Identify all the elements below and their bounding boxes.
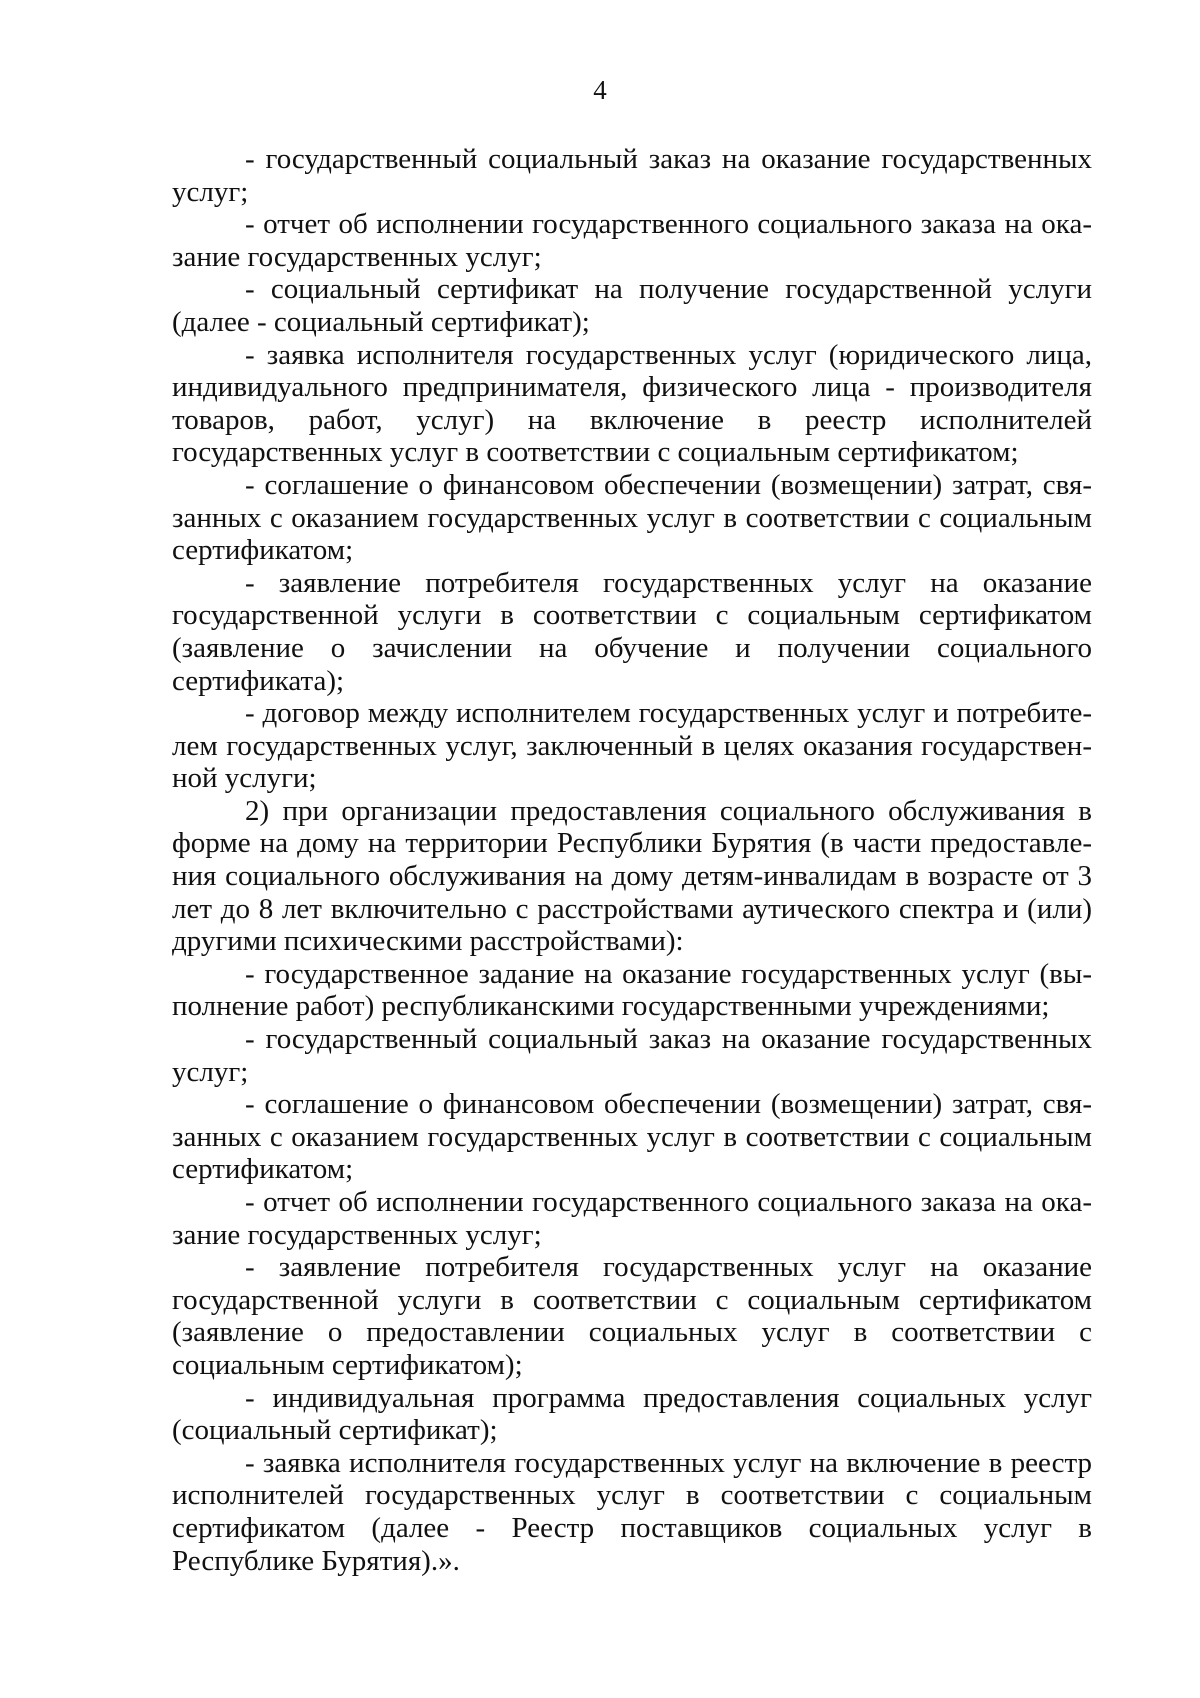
paragraph-provider-registry: - заявка исполнителя государственных услуг на включение в реестр исполнителей государственных услуг в соответствии с социальным сертификатом (далее - Реестр поставщиков социальных услуг в Республике Бурятия).». (172, 1446, 1092, 1577)
paragraph-social-order: - государственный социальный заказ на оказание государственных услуг; (172, 143, 1092, 208)
paragraph-order-report-2: - отчет об исполнении государственного социального заказа на оказание государственных услуг; (172, 1186, 1092, 1251)
paragraph-social-certificate: - социальный сертификат на получение государственной услуги (далее - социальный сертификат); (172, 273, 1092, 338)
paragraph-executor-application: - заявка исполнителя государственных услуг (юридического лица, индивидуального предпринимателя, физического лица - производителя товаров, работ, услуг) на включение в реестр исполнителей государственных услуг в соответствии с социальным сертификатом; (172, 338, 1092, 469)
paragraph-funding-agreement: - соглашение о финансовом обеспечении (возмещении) затрат, связанных с оказанием государственных услуг в соответствии с социальным сертификатом; (172, 468, 1092, 567)
paragraph-funding-agreement-2: - соглашение о финансовом обеспечении (возмещении) затрат, связанных с оказанием государственных услуг в соответствии с социальным сертификатом; (172, 1088, 1092, 1186)
page-number: 4 (593, 75, 607, 105)
document-body (172, 143, 1092, 1577)
paragraph-home-service-section: 2) при организации предоставления социального обслуживания в форме на дому на территории Республики Бурятия (в части предоставления социального обслуживания на дому детям-инвалидам в возрасте от 3 лет до 8 лет включительно с расстройствами аутического спектра и (или) другими психическими расстройствами): (172, 794, 1092, 958)
paragraph-social-order-2: - государственный социальный заказ на оказание государственных услуг; (172, 1023, 1092, 1088)
paragraph-state-task: - государственное задание на оказание государственных услуг (выполнение работ) республиканскими государственными учреждениями; (172, 957, 1092, 1023)
paragraph-order-report: - отчет об исполнении государственного социального заказа на оказание государственных услуг; (172, 208, 1092, 273)
paragraph-individual-program: - индивидуальная программа предоставления социальных услуг (социальный сертификат); (172, 1381, 1092, 1447)
paragraph-consumer-application: - заявление потребителя государственных услуг на оказание государственной услуги в соответствии с социальным сертификатом (заявление о зачислении на обучение и получении социального сертификата); (172, 566, 1092, 697)
paragraph-consumer-application-2: - заявление потребителя государственных услуг на оказание государственной услуги в соответствии с социальным сертификатом (заявление о предоставлении социальных услуг в соответствии с социальным сертификатом); (172, 1251, 1092, 1381)
paragraph-service-contract: - договор между исполнителем государственных услуг и потребителем государственных услуг, заключенный в целях оказания государственной услуги; (172, 697, 1092, 795)
